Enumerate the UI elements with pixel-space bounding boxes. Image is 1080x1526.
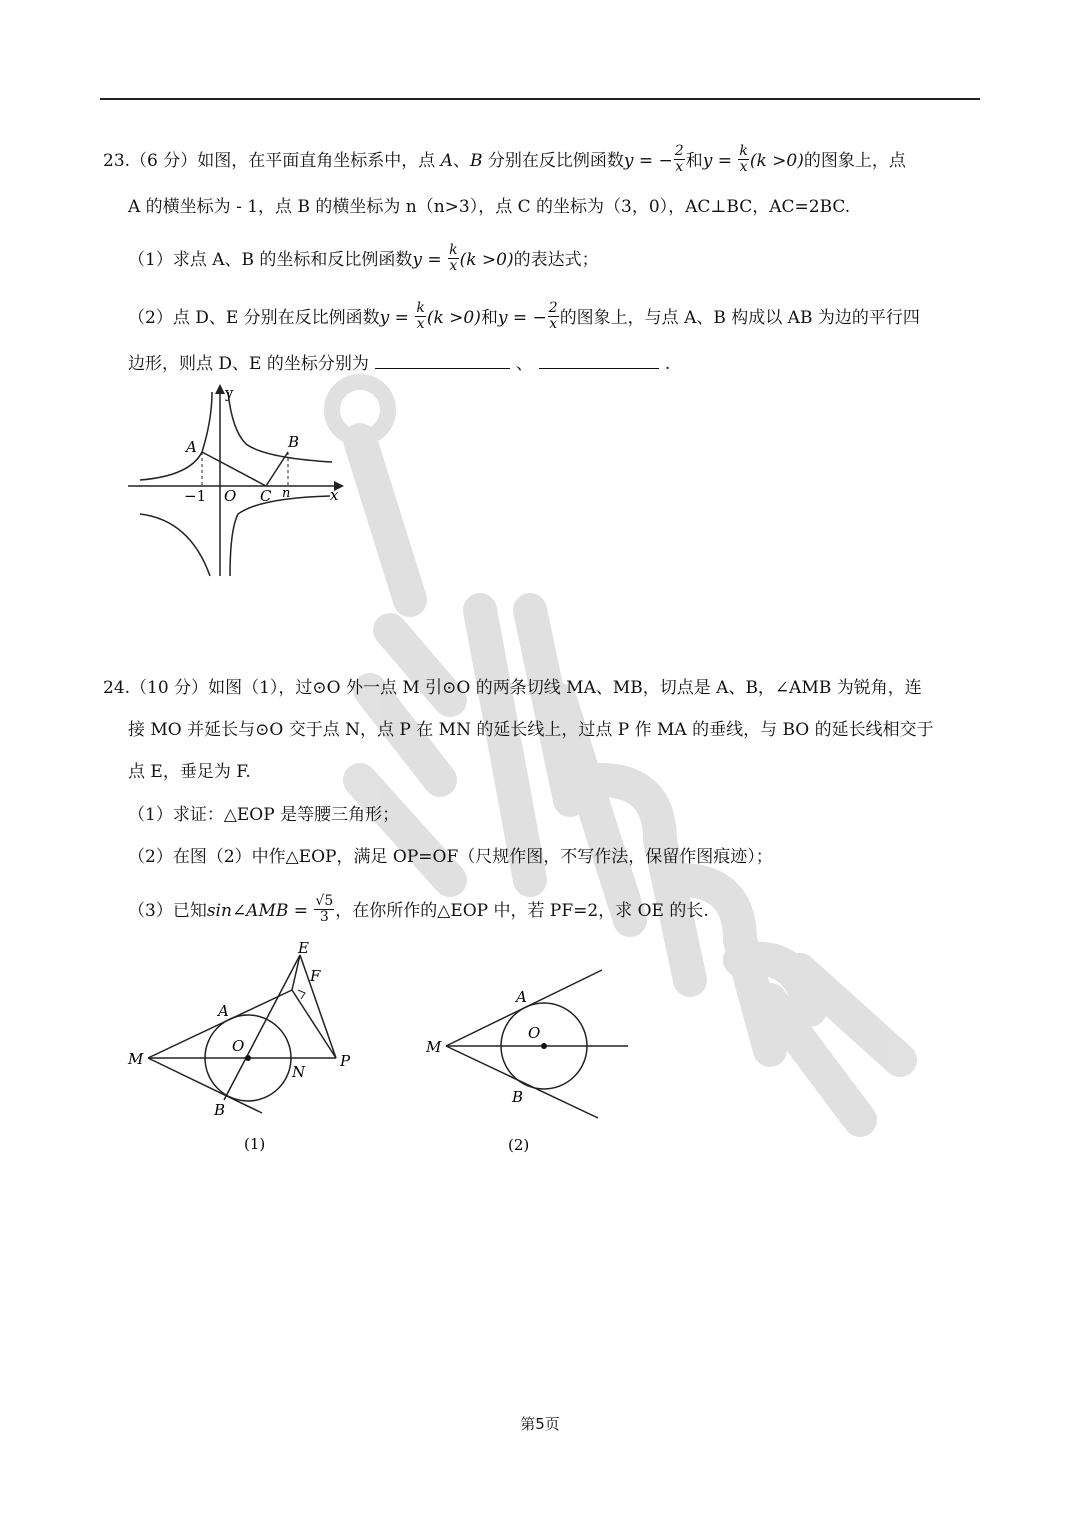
q23-point-a: A xyxy=(440,151,453,171)
tangent-mb xyxy=(446,1046,598,1118)
label-a: A xyxy=(516,988,527,1006)
q23-eq: = − xyxy=(633,151,673,171)
frac-den: x xyxy=(416,316,425,332)
answer-blank-d[interactable] xyxy=(375,350,510,369)
q24-figure-1 xyxy=(120,935,370,1160)
q23-and: 和 xyxy=(685,151,703,171)
q23-line1 xyxy=(103,143,906,177)
q24-line2: 接 MO 并延长与⊙O 交于点 N，点 P 在 MN 的延长线上，过点 P 作 MA 的垂线，与 BO 的延长线相交于 xyxy=(128,720,934,740)
label-x: x xyxy=(330,486,339,504)
page-number: 第5页 xyxy=(520,1415,560,1433)
q23-eq: = xyxy=(712,151,738,171)
segment-ac xyxy=(202,452,266,486)
label-y: y xyxy=(225,384,234,402)
y-arrow-icon xyxy=(215,384,225,394)
top-rule xyxy=(100,98,980,100)
q24-sub3 xyxy=(128,893,709,927)
caption-1: (1) xyxy=(244,1135,266,1153)
fraction-neg2-over-x xyxy=(548,301,559,332)
frac-num: k xyxy=(416,300,425,316)
right-angle-mark xyxy=(298,990,305,999)
q23-sub1-text: 的表达式； xyxy=(513,250,599,270)
q24-line3: 点 E，垂足为 F. xyxy=(128,762,251,782)
q23-sub2-text: （2）点 D、E 分别在反比例函数 xyxy=(128,308,380,328)
q23-sub1 xyxy=(128,242,599,276)
q23-text: 23.（6 分）如图，在平面直角坐标系中，点 xyxy=(103,151,441,171)
q23-sub2-line2 xyxy=(128,350,670,376)
curve-q1 xyxy=(228,392,332,462)
frac-num: k xyxy=(739,143,748,159)
fraction-k-over-x xyxy=(448,243,458,274)
q24-sin: sin∠AMB xyxy=(206,901,289,921)
q23-eq: = xyxy=(389,308,415,328)
fraction-k-over-x xyxy=(738,144,748,175)
label-b: B xyxy=(288,433,300,451)
label-o: O xyxy=(528,1024,541,1042)
q24-sub1: （1）求证：△EOP 是等腰三角形； xyxy=(128,805,400,825)
frac-num: 2 xyxy=(548,300,558,316)
label-c: C xyxy=(260,487,272,505)
q23-sub2-text: 的图象上，与点 A、B 构成以 AB 为边的平行四 xyxy=(559,308,920,328)
label-m: M xyxy=(426,1038,442,1056)
q23-sub1-text: （1）求点 A、B 的坐标和反比例函数 xyxy=(128,250,413,270)
label-b: B xyxy=(214,1101,226,1119)
q23-cond: (k >0) xyxy=(459,250,514,270)
label-n: n xyxy=(282,486,291,501)
q23-y: y xyxy=(379,308,390,328)
curve-q4 xyxy=(230,496,330,576)
q23-eq: = − xyxy=(507,308,547,328)
segment-bc xyxy=(266,452,288,486)
frac-den: x xyxy=(449,258,458,274)
label-o: O xyxy=(232,1037,245,1055)
label-n: N xyxy=(292,1063,306,1081)
q23-sep: 、 xyxy=(452,151,470,171)
q23-y: y xyxy=(412,250,423,270)
q24-figure-2 xyxy=(420,960,640,1160)
curve-q3 xyxy=(140,514,210,576)
center-dot xyxy=(245,1055,251,1061)
q23-sub2 xyxy=(128,300,920,334)
label-f: F xyxy=(310,967,321,985)
curve-q2 xyxy=(140,392,212,480)
q23-and: 和 xyxy=(480,308,498,328)
q23-sep: 、 xyxy=(515,354,533,374)
q23-y: y xyxy=(702,151,713,171)
frac-num: √5 xyxy=(315,893,334,909)
tangent-mb xyxy=(148,1058,262,1113)
label-neg1: −1 xyxy=(184,487,207,505)
line-ep xyxy=(292,990,336,1058)
q23-y: y xyxy=(497,308,508,328)
frac-num: k xyxy=(449,242,458,258)
caption-2: (2) xyxy=(508,1136,530,1154)
q24-sub3-text: ，在你所作的△EOP 中，若 PF=2，求 OE 的长. xyxy=(335,901,709,921)
label-a: A xyxy=(218,1002,229,1020)
q23-sub2-text: 边形，则点 D、E 的坐标分别为 xyxy=(128,354,369,374)
q24-line1: 24.（10 分）如图（1），过⊙O 外一点 M 引⊙O 的两条切线 MA、MB，切点是 A、B，∠AMB 为锐角，连 xyxy=(103,678,922,698)
fraction-k-over-x xyxy=(415,301,425,332)
frac-den: 3 xyxy=(319,909,329,925)
frac-den: x xyxy=(549,316,558,332)
answer-blank-e[interactable] xyxy=(539,350,659,369)
q23-cond: (k >0) xyxy=(426,308,481,328)
center-dot xyxy=(541,1043,547,1049)
label-b: B xyxy=(512,1088,524,1106)
q24-eq: = xyxy=(288,901,314,921)
q23-cond: (k >0) xyxy=(749,151,804,171)
label-m: M xyxy=(128,1050,144,1068)
q23-line2: A 的横坐标为 - 1，点 B 的横坐标为 n（n>3），点 C 的坐标为（3，0），AC⊥BC，AC=2BC. xyxy=(128,197,851,217)
label-p: P xyxy=(340,1052,351,1070)
fraction-neg2-over-x xyxy=(674,144,685,175)
q23-text: 分别在反比例函数 xyxy=(482,151,624,171)
label-e: E xyxy=(298,939,309,957)
q23-point-b: B xyxy=(469,151,483,171)
frac-num: 2 xyxy=(674,143,684,159)
q23-y: y xyxy=(623,151,634,171)
frac-den: x xyxy=(675,159,684,175)
q23-period: . xyxy=(664,354,671,374)
q24-sub2: （2）在图（2）中作△EOP，满足 OP=OF（尺规作图，不写作法，保留作图痕迹）； xyxy=(128,847,773,867)
tangent-ma xyxy=(148,990,292,1058)
label-a: A xyxy=(186,438,197,456)
q23-text: 的图象上，点 xyxy=(803,151,906,171)
q23-figure xyxy=(120,380,350,580)
label-o: O xyxy=(224,487,237,505)
fraction-sqrt5-over-3 xyxy=(314,894,334,925)
line-eb xyxy=(224,955,300,1100)
line-ef xyxy=(292,955,300,990)
frac-den: x xyxy=(739,159,748,175)
q24-sub3-text: （3）已知 xyxy=(128,901,207,921)
q23-eq: = xyxy=(422,250,448,270)
